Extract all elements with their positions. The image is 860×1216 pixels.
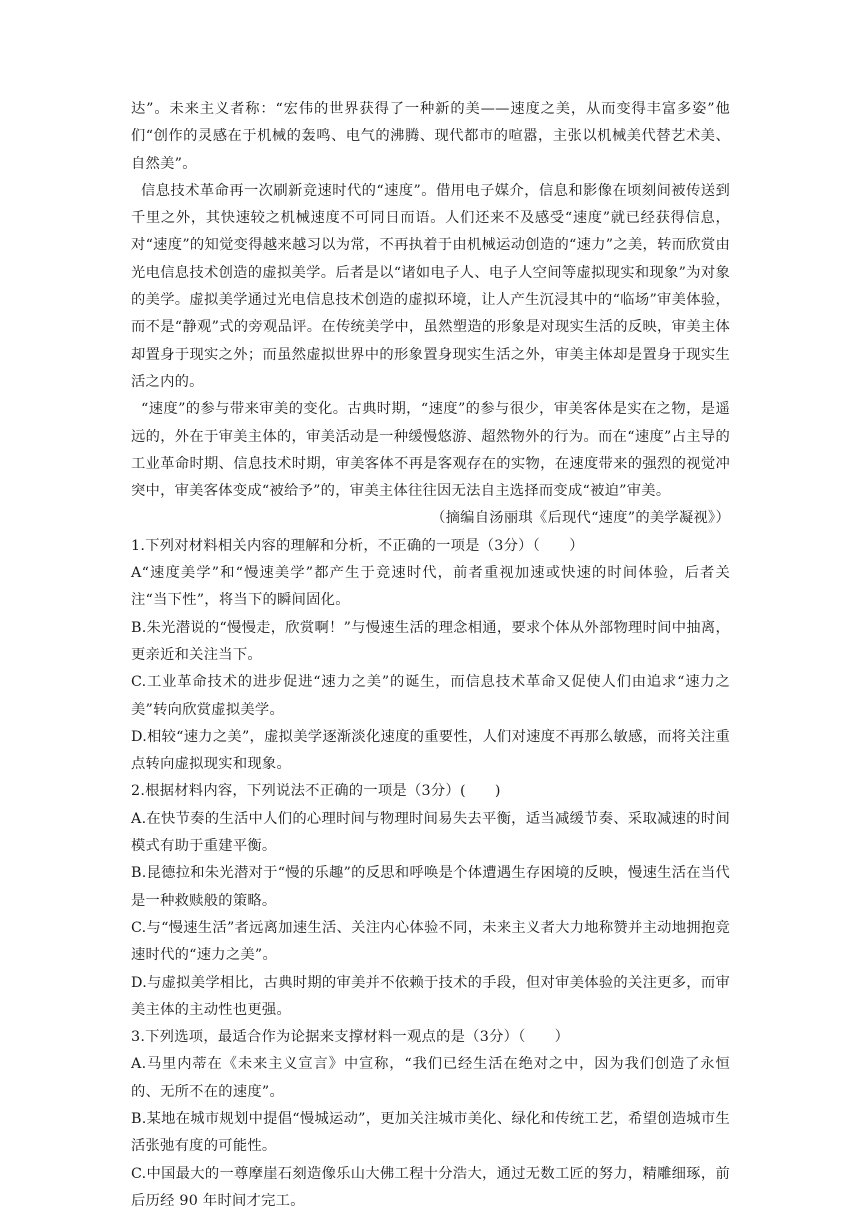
question-stem: 3.下列选项，最适合作为论据来支撑材料一观点的是（3分）（ ） <box>131 1029 570 1046</box>
option-a: A.在快节奏的生活中人们的心理时间与物理时间易失去平衡，适当减缓节奏、采取减速的时间模式有助于重建平衡。 <box>131 810 730 855</box>
paragraph-3: “速度”的参与带来审美的变化。古典时期，“速度”的参与很少，审美客体是实在之物，是遥远的，外在于审美主体的，审美活动是一种缓慢悠游、超然物外的行为。而在“速度”占主导的工业革命时期、信息技术时期，审美客体不再是客观存在的实物，在速度带来的强烈的视觉冲突中，审美客体变成“被给予”的，审美主体往往因无法自主选择而变成“被迫”审美。 <box>131 401 730 500</box>
option-d: D.相较“速力之美”，虚拟美学逐渐淡化速度的重要性，人们对速度不再那么敏感，而将关注重点转向虚拟现实和现象。 <box>131 728 730 773</box>
question-stem: 2.根据材料内容，下列说法不正确的一项是（3分）( ) <box>131 783 501 800</box>
option-c: C.与“慢速生活”者远离加速生活、关注内心体验不同，未来主义者大力地称赞并主动地拥抱竞速时代的“速力之美”。 <box>131 919 730 964</box>
option-b: B.朱光潜说的“慢慢走，欣赏啊！”与慢速生活的理念相通，要求个体从外部物理时间中抽离，更亲近和关注当下。 <box>131 619 730 663</box>
question-3 <box>131 1024 730 1215</box>
question-stem: 1.下列对材料相关内容的理解和分析，不正确的一项是（3分）（ ） <box>131 537 584 554</box>
paragraph-2: 信息技术革命再一次刷新竞速时代的“速度”。借用电子媒介，信息和影像在顷刻间被传送到千里之外，其快速较之机械速度不可同日而语。人们还来不及感受“速度”就已经获得信息，对“速度”的知觉变得越来越习以为常，不再执着于由机械运动创造的“速力”之美，转而欣赏由光电信息技术创造的虚拟美学。后者是以“诸如电子人、电子人空间等虚拟现实和现象”为对象的美学。虚拟美学通过光电信息技术创造的虚拟环境，让人产生沉浸其中的“临场”审美体验，而不是“静观”式的旁观品评。在传统美学中，虽然塑造的形象是对现实生活的反映，审美主体却置身于现实之外；而虽然虚拟世界中的形象置身现实生活之外，审美主体却是置身于现实生活之内的。 <box>131 182 730 390</box>
option-c: C.中国最大的一尊摩崖石刻造像乐山大佛工程十分浩大，通过无数工匠的努力，精雕细琢，前后历经 90 年时间才完工。 <box>131 1165 730 1209</box>
option-c: C.工业革命技术的进步促进“速力之美”的诞生，而信息技术革命又促使人们由追求“速力之美”转向欣赏虚拟美学。 <box>131 674 730 718</box>
question-1 <box>131 533 730 779</box>
paragraph-1: 达”。未来主义者称：“宏伟的世界获得了一种新的美——速度之美，从而变得丰富多姿”他们“创作的灵感在于机械的轰鸣、电气的沸腾、现代都市的喧嚣，主张以机械美代替艺术美、自然美”。 <box>131 101 730 172</box>
option-d: D.与虚拟美学相比，古典时期的审美并不依赖于技术的手段，但对审美体验的关注更多，而审美主体的主动性也更强。 <box>131 974 730 1018</box>
question-2 <box>131 778 730 1024</box>
option-a: A“速度美学”和“慢速美学”都产生于竞速时代，前者重视加速或快速的时间体验，后者关注“当下性”，将当下的瞬间固化。 <box>131 565 730 609</box>
option-a: A.马里内蒂在《未来主义宣言》中宣称，“我们已经生活在绝对之中，因为我们创造了永恒的、无所不在的速度”。 <box>131 1056 730 1100</box>
option-b: B.昆德拉和朱光潜对于“慢的乐趣”的反思和呼唤是个体遭遇生存困境的反映，慢速生活在当代是一种救赎般的策略。 <box>131 865 730 909</box>
source-citation: （摘编自汤丽琪《后现代“速度”的美学凝视》） <box>431 510 730 527</box>
option-b: B.某地在城市规划中提倡“慢城运动”，更加关注城市美化、绿化和传统工艺，希望创造城市生活张弛有度的可能性。 <box>131 1110 730 1155</box>
